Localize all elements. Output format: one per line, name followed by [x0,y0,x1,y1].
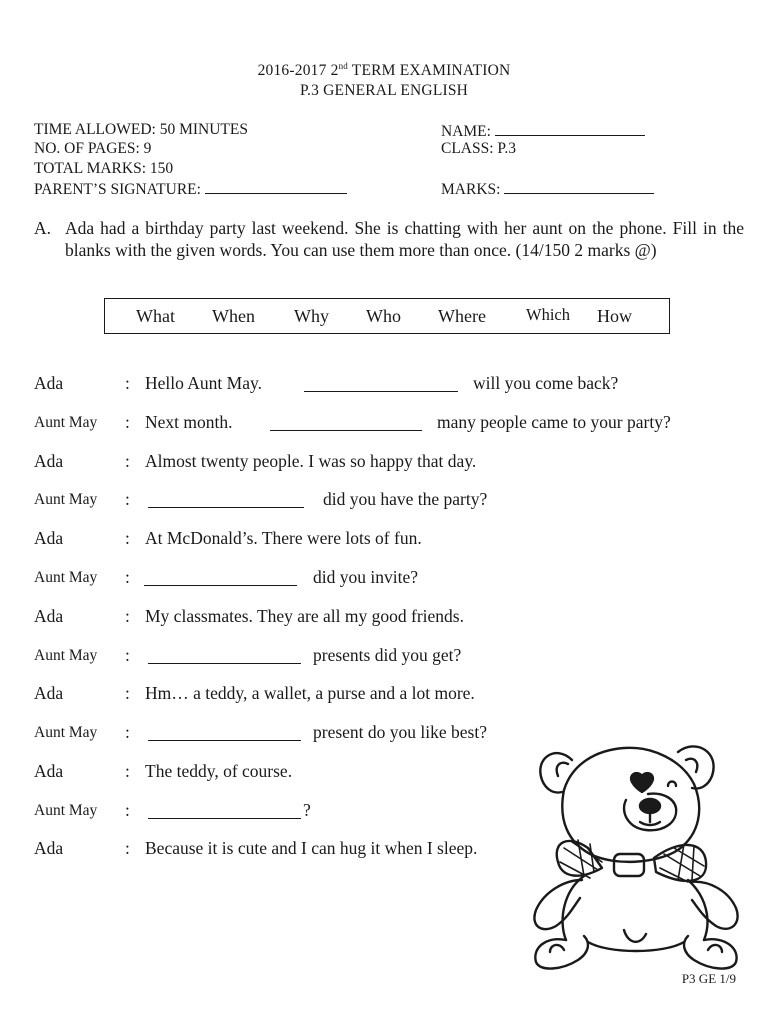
speaker-name: Ada [34,451,64,471]
dialogue-line [0,489,768,515]
speaker-name: Ada [34,683,64,703]
name-field[interactable] [441,121,645,141]
answer-blank[interactable] [144,585,297,586]
colon: : [125,451,130,471]
dialogue-line [0,683,768,709]
instruction-text: Ada had a birthday party last weekend. She is chatting with her aunt on the phone. Fill in the blanks with the given words. You can use them more than once. (14/150 2 marks @) [65,218,744,260]
dialogue-line [0,606,768,632]
page-number: P3 GE 1/9 [681,971,736,986]
line-text: present do you like best? [313,722,487,742]
colon: : [125,683,130,703]
name-line[interactable] [495,121,645,136]
line-text: presents did you get? [313,645,462,665]
colon: : [125,489,130,509]
parent-signature-field[interactable] [34,179,347,199]
section-a-instructions [34,217,744,261]
line-text: will you come back? [473,373,619,393]
dialogue-line [0,373,768,399]
word-bank-item: Who [366,306,401,326]
title-term: TERM EXAMINATION [347,62,511,79]
line-text: Hm… a teddy, a wallet, a purse and a lot more. [145,683,475,703]
answer-blank[interactable] [148,740,301,741]
speaker-name: Aunt May [34,491,98,508]
answer-blank[interactable] [148,507,304,508]
name-label: NAME: [441,123,491,140]
speaker-name: Aunt May [34,647,98,664]
line-text: My classmates. They are all my good friends. [145,606,464,626]
speaker-name: Ada [34,373,64,393]
answer-blank[interactable] [148,818,301,819]
speaker-name: Ada [34,838,64,858]
colon: : [125,722,130,742]
colon: : [125,606,130,626]
answer-blank[interactable] [270,430,422,431]
word-bank-item: When [212,306,255,326]
colon: : [125,412,130,432]
line-text: At McDonald’s. There were lots of fun. [145,528,422,548]
colon: : [125,838,130,858]
parent-signature-label: PARENT’S SIGNATURE: [34,181,201,198]
speaker-name: Ada [34,528,64,548]
colon: : [125,528,130,548]
colon: : [125,567,130,587]
speaker-name: Ada [34,606,64,626]
title-year: 2016-2017 2 [257,62,339,79]
answer-blank[interactable] [148,663,301,664]
line-text: did you invite? [313,567,418,587]
line-text: Almost twenty people. I was so happy that day. [145,451,477,471]
speaker-name: Ada [34,761,64,781]
teddy-bear-icon [528,730,748,970]
section-letter: A. [34,218,52,238]
line-text: Hello Aunt May. [145,373,262,393]
class-label: CLASS: P.3 [441,140,516,157]
marks-field[interactable] [441,179,654,199]
colon: : [125,800,130,820]
word-bank [104,298,670,334]
dialogue-line [0,451,768,477]
colon: : [125,373,130,393]
page-count: NO. OF PAGES: 9 [34,140,152,157]
speaker-name: Aunt May [34,569,98,586]
dialogue-line [0,528,768,554]
dialogue-line [0,645,768,671]
colon: : [125,761,130,781]
time-allowed: TIME ALLOWED: 50 MINUTES [34,121,248,138]
line-text: ? [303,800,311,820]
speaker-name: Aunt May [34,802,98,819]
colon: : [125,645,130,665]
exam-subtitle: P.3 GENERAL ENGLISH [299,82,469,99]
line-text: did you have the party? [323,489,488,509]
word-bank-item: What [136,306,175,326]
title-ordinal: nd [338,60,348,71]
word-bank-item: Why [294,306,329,326]
answer-blank[interactable] [304,391,458,392]
word-bank-item: Which [526,305,570,324]
dialogue-line [0,412,768,438]
line-text: many people came to your party? [437,412,671,432]
parent-signature-line[interactable] [205,179,347,194]
dialogue-line [0,567,768,593]
line-text: The teddy, of course. [145,761,293,781]
total-marks: TOTAL MARKS: 150 [34,160,174,177]
speaker-name: Aunt May [34,414,98,431]
marks-line[interactable] [504,179,654,194]
exam-title [0,62,768,80]
line-text: Because it is cute and I can hug it when I sleep. [145,838,478,858]
speaker-name: Aunt May [34,724,98,741]
line-text: Next month. [145,412,233,432]
word-bank-item: How [597,306,632,326]
word-bank-item: Where [438,306,486,326]
marks-label: MARKS: [441,181,501,198]
